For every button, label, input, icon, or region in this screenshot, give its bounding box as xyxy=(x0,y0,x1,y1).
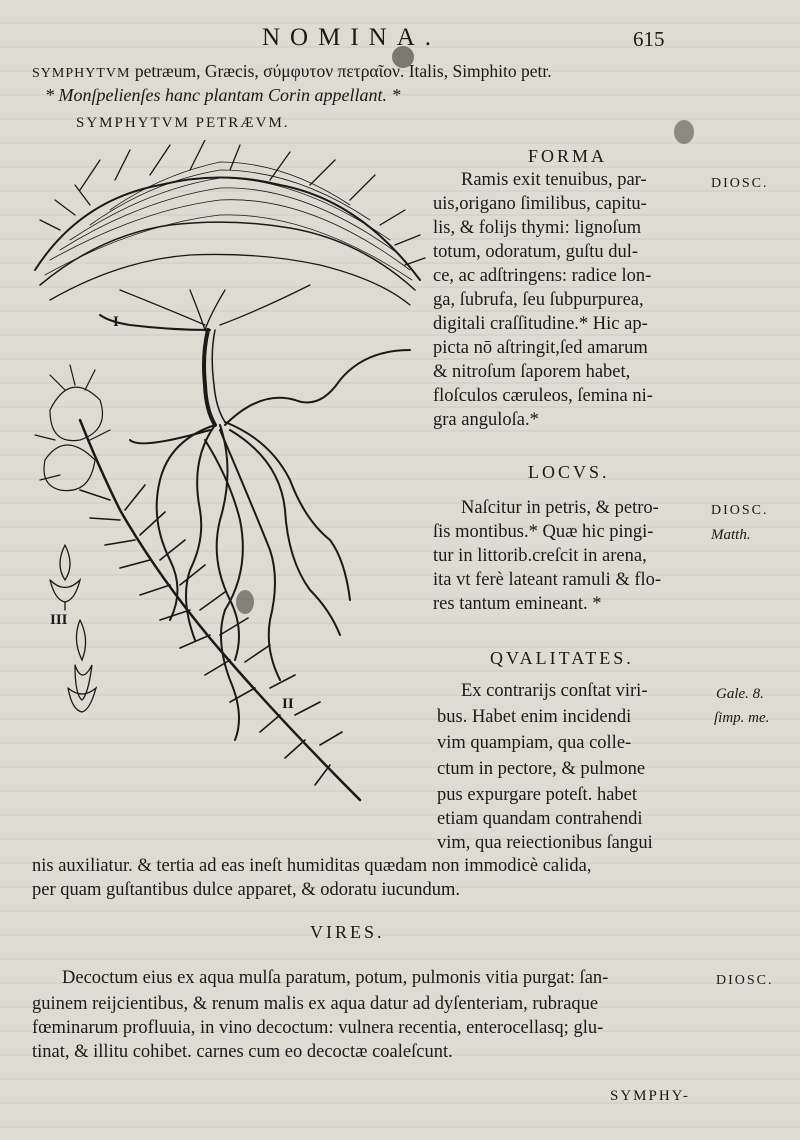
locus-line: ita vt ferè lateant ramuli & flo- xyxy=(433,570,662,590)
plant-crown xyxy=(35,140,425,330)
catchword: SYMPHY- xyxy=(610,1088,690,1104)
section-heading-vires: VIRES. xyxy=(310,922,385,942)
qualitates-line: vim quampiam, qua colle- xyxy=(437,733,632,753)
vires-line: guinem reijcientibus, & renum malis ex aqua datur ad dyſenteriam, rubraque xyxy=(32,994,599,1014)
forma-line: totum, odoratum, guſtu dul- xyxy=(433,242,639,262)
margin-note-locus-1: DIOSC. xyxy=(711,503,769,518)
locus-line: tur in littorib.creſcit in arena, xyxy=(433,546,647,566)
running-title: NOMINA. xyxy=(262,24,442,51)
qualitates-line: Ex contrarijs conſtat viri- xyxy=(461,681,648,701)
qualitates-line: ctum in pectore, & pulmone xyxy=(437,759,646,779)
page-number: 615 xyxy=(633,27,665,51)
locus-line: Naſcitur in petris, & petro- xyxy=(461,498,659,518)
forma-line: & nitroſum ſaporem habet, xyxy=(433,362,631,382)
forma-line: picta nō aſtringit,ſed amarum xyxy=(433,338,648,358)
plant-woodcut-illustration xyxy=(20,140,430,830)
names-line-rest: petræum, Græcis, σύμφυτον πετραῖον. Italis, Simphito petr. xyxy=(130,61,552,81)
vires-line: Decoctum eius ex aqua mulſa paratum, potum, pulmonis vitia purgat: ſan- xyxy=(62,968,609,988)
section-heading-forma: FORMA xyxy=(528,146,608,166)
plant-title: SYMPHYTVM PETRÆVM. xyxy=(76,115,290,131)
forma-line: gra anguloſa.* xyxy=(433,410,539,430)
forma-line: lis, & folijs thymi: lignoſum xyxy=(433,218,642,238)
margin-note-vires: DIOSC. xyxy=(716,973,774,988)
figure-label-two: II xyxy=(282,696,294,712)
forma-line: ce, ac adſtringens: radice lon- xyxy=(433,266,652,286)
names-line-caps: SYMPHYTVM xyxy=(32,66,131,81)
qualitates-line: vim, qua reiectionibus ſangui xyxy=(437,833,653,853)
qualitates-full-line: nis auxiliatur. & tertia ad eas ineſt humiditas quædam non immodicè calida, xyxy=(32,856,592,876)
margin-note-locus-2: Matth. xyxy=(711,527,751,543)
forma-line: uis,origano ſimilibus, capitu- xyxy=(433,194,647,214)
margin-note-qualitates-1: Gale. 8. xyxy=(716,686,764,702)
locus-line: ſis montibus.* Quæ hic pingi- xyxy=(433,522,654,542)
qualitates-line: pus expurgare poteſt. habet xyxy=(437,785,638,805)
vires-line: fœminarum profluuia, in vino decoctum: vulnera recentia, enterocellasq; glu- xyxy=(32,1018,604,1038)
margin-note-forma: DIOSC. xyxy=(711,176,769,191)
margin-note-qualitates-2: ſimp. me. xyxy=(714,710,770,726)
flower-cluster xyxy=(35,365,110,491)
vires-line: tinat, & illitu cohibet. carnes cum eo decoctæ coaleſcunt. xyxy=(32,1042,453,1062)
roots xyxy=(100,315,410,740)
figure-label-one: I xyxy=(113,314,119,330)
section-heading-qualitates: QVALITATES. xyxy=(490,648,634,668)
foliage-hatching xyxy=(45,162,412,280)
forma-line: Ramis exit tenuibus, par- xyxy=(461,170,647,190)
qualitates-line: etiam quandam contrahendi xyxy=(437,809,643,829)
forma-line: floſculos cæruleos, ſemina ni- xyxy=(433,386,653,406)
figure-label-three: III xyxy=(50,612,68,628)
forma-line: digitali craſſitudine.* Hic ap- xyxy=(433,314,648,334)
qualitates-full-line: per quam guſtantibus dulce apparet, & odoratu iucundum. xyxy=(32,880,460,900)
ink-stain xyxy=(674,120,694,144)
names-line xyxy=(32,61,552,82)
qualitates-line: bus. Habet enim incidendi xyxy=(437,707,632,727)
flowering-branch xyxy=(80,420,360,800)
forma-line: ga, ſubrufa, ſeu ſubpurpurea, xyxy=(433,290,644,310)
montpellier-note: * Monſpelienſes hanc plantam Corin appellant. * xyxy=(45,85,401,105)
locus-line: res tantum emineant. * xyxy=(433,594,602,614)
section-heading-locus: LOCVS. xyxy=(528,462,610,482)
